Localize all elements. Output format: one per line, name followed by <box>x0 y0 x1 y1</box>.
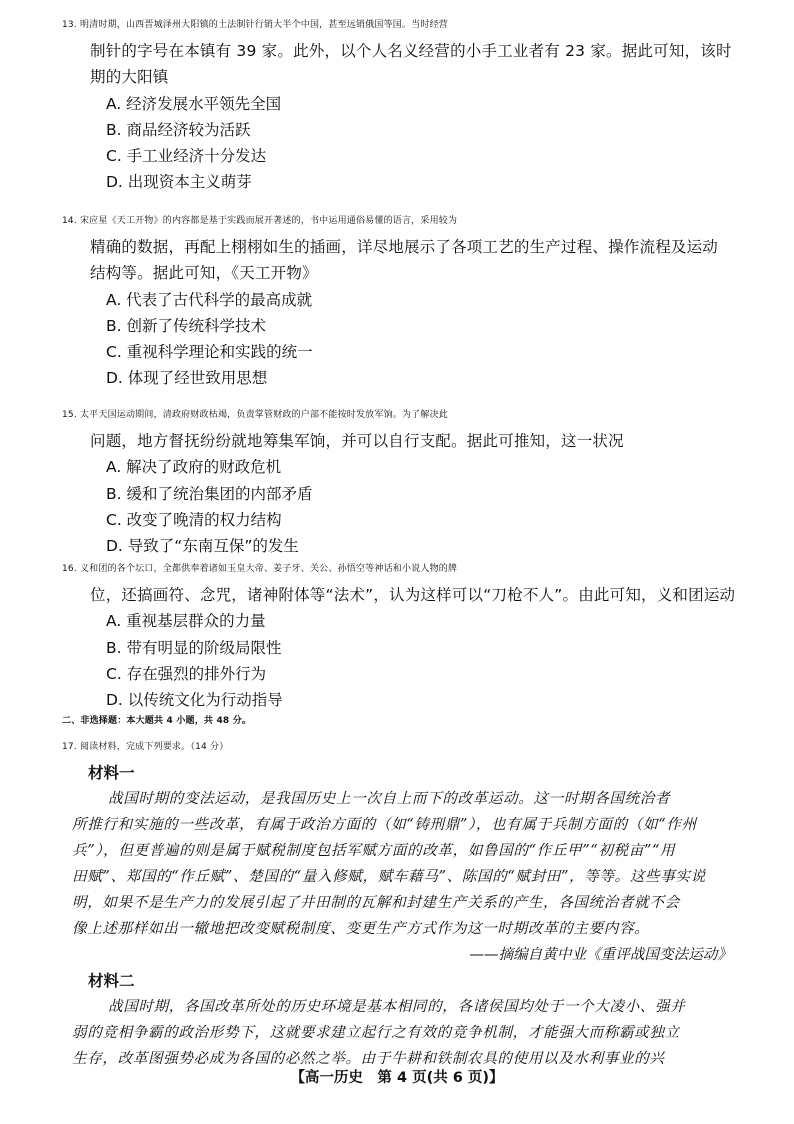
material-1-line: 战国时期的变法运动，是我国历史上一次自上而下的改革运动。这一时期各国统治者 <box>108 790 671 808</box>
question-16-option-b: B. 带有明显的阶级局限性 <box>106 638 282 657</box>
question-13-option-a: A. 经济发展水平领先全国 <box>106 94 282 113</box>
question-14-option-c: C. 重视科学理论和实践的统一 <box>106 343 313 362</box>
question-15-stem-line: 15. 太平天国运动期间，清政府财政枯竭，负责掌管财政的户部不能按时发放军饷。为了解决此 <box>62 410 448 420</box>
question-16-stem-line: 位，还搞画符、念咒，诸神附体等“法术”，认为这样可以“刀枪不人”。由此可知，义和团运动 <box>90 586 736 605</box>
material-1-line: 明，如果不是生产力的发展引起了井田制的瓦解和封建生产关系的产生，各国统治者就不会 <box>72 894 680 912</box>
material-2-line: 战国时期，各国改革所处的历史环境是基本相同的，各诸侯国均处于一个大凌小、强并 <box>108 998 686 1016</box>
question-16-option-c: C. 存在强烈的排外行为 <box>106 664 267 683</box>
material-1-title: 材料一 <box>88 764 135 783</box>
question-14-stem-line: 14. 宋应星《天工开物》的内容都是基于实践而展开著述的，书中运用通俗易懂的语言，采用较为 <box>62 216 458 226</box>
question-14-stem-line: 结构等。据此可知，《天工开物》 <box>90 264 318 283</box>
question-17-stem: 17. 阅读材料，完成下列要求。（14 分） <box>62 742 229 752</box>
question-13-option-d: D. 出现资本主义萌芽 <box>106 173 252 192</box>
question-16-option-d: D. 以传统文化为行动指导 <box>106 691 283 710</box>
question-13-stem-line: 期的大阳镇 <box>90 68 169 87</box>
question-16 <box>62 556 740 713</box>
question-15 <box>62 402 740 559</box>
question-15-option-d: D. 导致了“东南互保”的发生 <box>106 537 299 556</box>
question-14-option-b: B. 创新了传统科学技术 <box>106 316 266 335</box>
question-15-option-a: A. 解决了政府的财政危机 <box>106 458 282 477</box>
question-14 <box>62 208 740 391</box>
material-2-line: 弱的竞相争霸的政治形势下，这就要求建立起行之有效的竞争机制，才能强大而称霸或独立 <box>72 1024 680 1042</box>
question-15-option-c: C. 改变了晚清的权力结构 <box>106 510 282 529</box>
question-17 <box>62 734 740 1072</box>
page-footer: 【高一历史 第 4 页(共 6 页)】 <box>290 1070 504 1086</box>
material-2-line: 生存，改革图强势必成为各国的必然之举。由于牛耕和铁制农具的使用以及水利事业的兴 <box>72 1050 665 1068</box>
material-2-title: 材料二 <box>88 972 135 991</box>
question-14-option-d: D. 体现了经世致用思想 <box>106 369 268 388</box>
material-1-line: 田赋”、郑国的“作丘赋”、楚国的“量入修赋，赋车藉马”、陈国的“赋封田”，等等。这些事实说 <box>72 868 706 886</box>
question-13 <box>62 12 740 195</box>
section-2 <box>62 708 740 734</box>
section-2-heading: 二、非选择题：本大题共 4 小题，共 48 分。 <box>62 716 252 726</box>
material-1-line: 兵”），但更普遍的则是属于赋税制度包括军赋方面的改革，如鲁国的“作丘甲”“初税亩”“用 <box>72 842 676 860</box>
question-14-option-a: A. 代表了古代科学的最高成就 <box>106 290 313 309</box>
material-1-line: 所推行和实施的一些改革，有属于政治方面的（如“铸刑鼎”），也有属于兵制方面的（如“作州 <box>72 816 697 834</box>
question-13-stem-line: 制针的字号在本镇有 39 家。此外，以个人名义经营的小手工业者有 23 家。据此可知，该时 <box>90 42 732 61</box>
question-15-option-b: B. 缓和了统治集团的内部矛盾 <box>106 484 313 503</box>
question-13-stem-line: 13. 明清时期，山西晋城泽州大阳镇的土法制针行销大半个中国，甚至远销俄国等国。当时经营 <box>62 20 448 30</box>
question-16-option-a: A. 重视基层群众的力量 <box>106 612 266 631</box>
question-13-option-b: B. 商品经济较为活跃 <box>106 120 251 139</box>
question-16-stem-line: 16. 义和团的各个坛口，全都供奉着诸如玉皇大帝、姜子牙、关公、孙悟空等神话和小说人物的牌 <box>62 564 458 574</box>
question-15-stem-line: 问题，地方督抚纷纷就地筹集军饷，并可以自行支配。据此可推知，这一状况 <box>90 432 624 451</box>
material-1-line: 像上述那样如出一辙地把改变赋税制度、变更生产方式作为这一时期改革的主要内容。 <box>72 920 650 938</box>
question-14-stem-line: 精确的数据，再配上栩栩如生的插画，详尽地展示了各项工艺的生产过程、操作流程及运动 <box>90 238 719 257</box>
question-13-option-c: C. 手工业经济十分发达 <box>106 147 267 166</box>
material-1-source: ——摘编自黄中业《重评战国变法运动》 <box>469 946 732 964</box>
